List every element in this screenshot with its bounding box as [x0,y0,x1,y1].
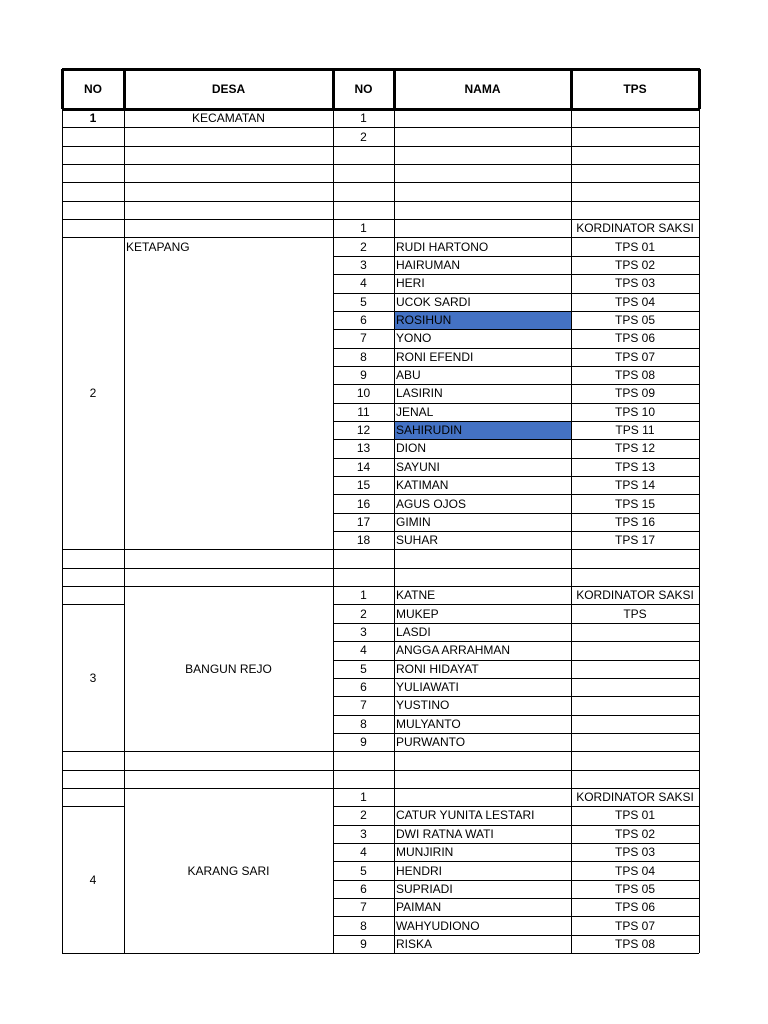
header-tps[interactable]: TPS [623,82,647,96]
row-tps[interactable]: KORDINATOR SAKSI [576,588,694,603]
group-desa[interactable]: KECAMATAN [192,111,265,126]
row-no[interactable]: 18 [356,533,371,548]
row-tps[interactable]: KORDINATOR SAKSI [576,221,694,236]
row-nama[interactable]: PAIMAN [396,900,442,915]
row-tps[interactable]: TPS 02 [614,826,656,841]
group-desa[interactable]: BANGUN REJO [185,661,272,676]
row-nama[interactable]: RUDI HARTONO [396,239,489,254]
row-nama[interactable]: YULIAWATI [396,680,459,695]
row-nama[interactable]: UCOK SARDI [396,294,471,309]
row-tps[interactable] [572,679,698,695]
row-no[interactable]: 5 [360,294,367,309]
row-no[interactable]: 2 [360,239,367,254]
row-tps[interactable]: TPS 01 [614,239,656,254]
row-no[interactable]: 5 [360,661,367,676]
row-tps[interactable]: TPS 08 [614,368,656,383]
row-no[interactable]: 14 [356,459,371,474]
row-tps[interactable] [572,734,698,750]
header-nama[interactable]: NAMA [464,82,501,96]
row-tps[interactable]: TPS 07 [614,918,656,933]
row-nama[interactable]: ROSIHUN [396,313,452,328]
row-no[interactable]: 13 [356,441,371,456]
grid-line [62,549,333,550]
row-no[interactable]: 7 [360,331,367,346]
row-nama[interactable]: KATIMAN [396,478,449,493]
row-no[interactable]: 16 [356,496,371,511]
grid-line [698,69,701,109]
grid-line [62,146,333,147]
row-tps[interactable]: TPS 05 [614,313,656,328]
row-nama[interactable]: SUHAR [396,533,439,548]
row-no[interactable]: 17 [356,514,371,529]
row-no[interactable]: 12 [356,423,371,438]
row-no[interactable]: 5 [360,863,367,878]
row-nama[interactable] [395,220,571,236]
row-no[interactable]: 8 [360,716,367,731]
row-no[interactable]: 7 [360,900,367,915]
grid-line [333,549,699,550]
row-tps[interactable]: TPS 01 [614,808,656,823]
row-nama[interactable]: RONI HIDAYAT [396,661,479,676]
row-nama[interactable]: JENAL [396,404,434,419]
row-tps[interactable]: TPS 10 [614,404,656,419]
row-tps[interactable]: TPS 07 [614,349,656,364]
row-nama[interactable]: RONI EFENDI [396,349,474,364]
group-desa[interactable]: KETAPANG [126,239,190,254]
row-nama[interactable]: MUKEP [396,606,439,621]
row-no[interactable]: 6 [360,881,367,896]
row-no[interactable]: 2 [360,808,367,823]
row-no[interactable]: 1 [360,221,367,236]
row-no[interactable]: 4 [360,276,367,291]
grid-line [62,164,699,165]
grid-line [394,109,395,953]
row-nama[interactable]: SAYUNI [396,459,440,474]
row-nama[interactable]: WAHYUDIONO [396,918,480,933]
group-no[interactable]: 1 [89,111,97,126]
header-desa[interactable]: DESA [211,82,246,96]
row-tps[interactable] [572,129,698,145]
grid-line [62,68,700,71]
row-nama[interactable] [395,789,571,805]
row-no[interactable]: 4 [360,845,367,860]
row-no[interactable]: 8 [360,918,367,933]
row-tps[interactable]: TPS 05 [614,881,656,896]
row-tps[interactable] [572,110,698,126]
row-nama[interactable]: HERI [396,276,425,291]
row-tps[interactable]: TPS 15 [614,496,656,511]
row-no[interactable]: 1 [360,111,367,126]
group-no[interactable]: 4 [89,872,97,887]
row-no[interactable]: 9 [360,936,367,951]
row-nama[interactable]: LASDI [396,624,431,639]
row-nama[interactable]: CATUR YUNITA LESTARI [396,808,535,823]
row-no[interactable]: 15 [356,478,371,493]
grid-line [62,770,699,771]
row-tps[interactable]: TPS 04 [614,294,656,309]
row-tps[interactable]: TPS 03 [614,276,656,291]
row-tps[interactable] [572,624,698,640]
row-tps[interactable]: TPS 04 [614,863,656,878]
grid-line [62,201,699,202]
row-tps[interactable]: KORDINATOR SAKSI [576,790,694,805]
row-no[interactable]: 6 [360,680,367,695]
row-nama[interactable]: ABU [396,368,421,383]
row-nama[interactable]: LASIRIN [396,386,443,401]
row-no[interactable]: 4 [360,643,367,658]
header-no2[interactable]: NO [354,82,373,96]
row-nama[interactable]: SAHIRUDIN [396,423,463,438]
row-tps[interactable]: TPS 09 [614,386,656,401]
row-nama[interactable]: HAIRUMAN [396,257,461,272]
row-no[interactable]: 9 [360,368,367,383]
row-no[interactable]: 10 [356,386,371,401]
row-nama[interactable]: MULYANTO [396,716,461,731]
row-no[interactable]: 9 [360,735,367,750]
row-tps[interactable]: TPS 06 [614,331,656,346]
row-nama[interactable]: MUNJIRIN [396,845,454,860]
row-nama[interactable]: DION [396,441,426,456]
row-tps[interactable] [572,716,698,732]
row-tps[interactable]: TPS [623,606,647,621]
row-tps[interactable]: TPS 12 [614,441,656,456]
row-nama[interactable]: RISKA [396,936,433,951]
row-no[interactable]: 1 [360,588,367,603]
row-no[interactable]: 2 [360,129,367,144]
row-nama[interactable]: AGUS OJOS [396,496,467,511]
row-tps[interactable]: TPS 03 [614,845,656,860]
grid-line [571,109,572,953]
row-no[interactable]: 3 [360,257,367,272]
row-nama[interactable]: KATNE [396,588,436,603]
row-nama[interactable]: YONO [396,331,432,346]
grid-line [62,953,333,954]
row-tps[interactable] [572,697,698,713]
row-tps[interactable]: TPS 06 [614,900,656,915]
row-nama[interactable]: GIMIN [396,514,431,529]
grid-line [124,109,125,953]
row-nama[interactable]: YUSTINO [396,698,450,713]
row-nama[interactable]: SUPRIADI [396,881,453,896]
grid-line [62,182,699,183]
grid-line [62,568,699,569]
grid-line [333,953,699,954]
row-tps[interactable]: TPS 16 [614,514,656,529]
row-no[interactable]: 7 [360,698,367,713]
group-no[interactable]: 2 [89,386,97,401]
row-no[interactable]: 8 [360,349,367,364]
row-tps[interactable]: TPS 02 [614,257,656,272]
group-desa[interactable]: KARANG SARI [187,863,270,878]
grid-line [62,109,63,953]
row-tps[interactable] [572,642,698,658]
grid-line [62,127,333,128]
row-no[interactable]: 2 [360,606,367,621]
row-nama[interactable]: DWI RATNA WATI [396,826,494,841]
row-no[interactable]: 3 [360,624,367,639]
row-nama[interactable] [395,129,571,145]
row-tps[interactable]: TPS 11 [615,423,655,438]
row-no[interactable]: 3 [360,826,367,841]
row-nama[interactable]: PURWANTO [396,735,466,750]
group-no[interactable]: 3 [89,670,97,685]
grid-line [333,109,334,953]
row-no[interactable]: 6 [360,313,367,328]
grid-line [333,751,699,752]
row-no[interactable]: 1 [360,790,367,805]
row-nama[interactable]: ANGGA ARRAHMAN [396,643,511,658]
row-tps[interactable]: TPS 13 [614,459,656,474]
header-no[interactable]: NO [84,82,102,96]
grid-line [333,146,699,147]
row-tps[interactable] [572,661,698,677]
row-tps[interactable]: TPS 08 [614,936,656,951]
grid-line [699,109,700,953]
row-nama[interactable]: HENDRI [396,863,443,878]
row-tps[interactable]: TPS 14 [614,478,656,493]
row-nama[interactable] [395,110,571,126]
grid-line [62,806,124,807]
row-tps[interactable]: TPS 17 [614,533,656,548]
spreadsheet-table [62,69,699,951]
row-no[interactable]: 11 [357,404,370,419]
grid-line [62,604,124,605]
grid-line [62,751,333,752]
